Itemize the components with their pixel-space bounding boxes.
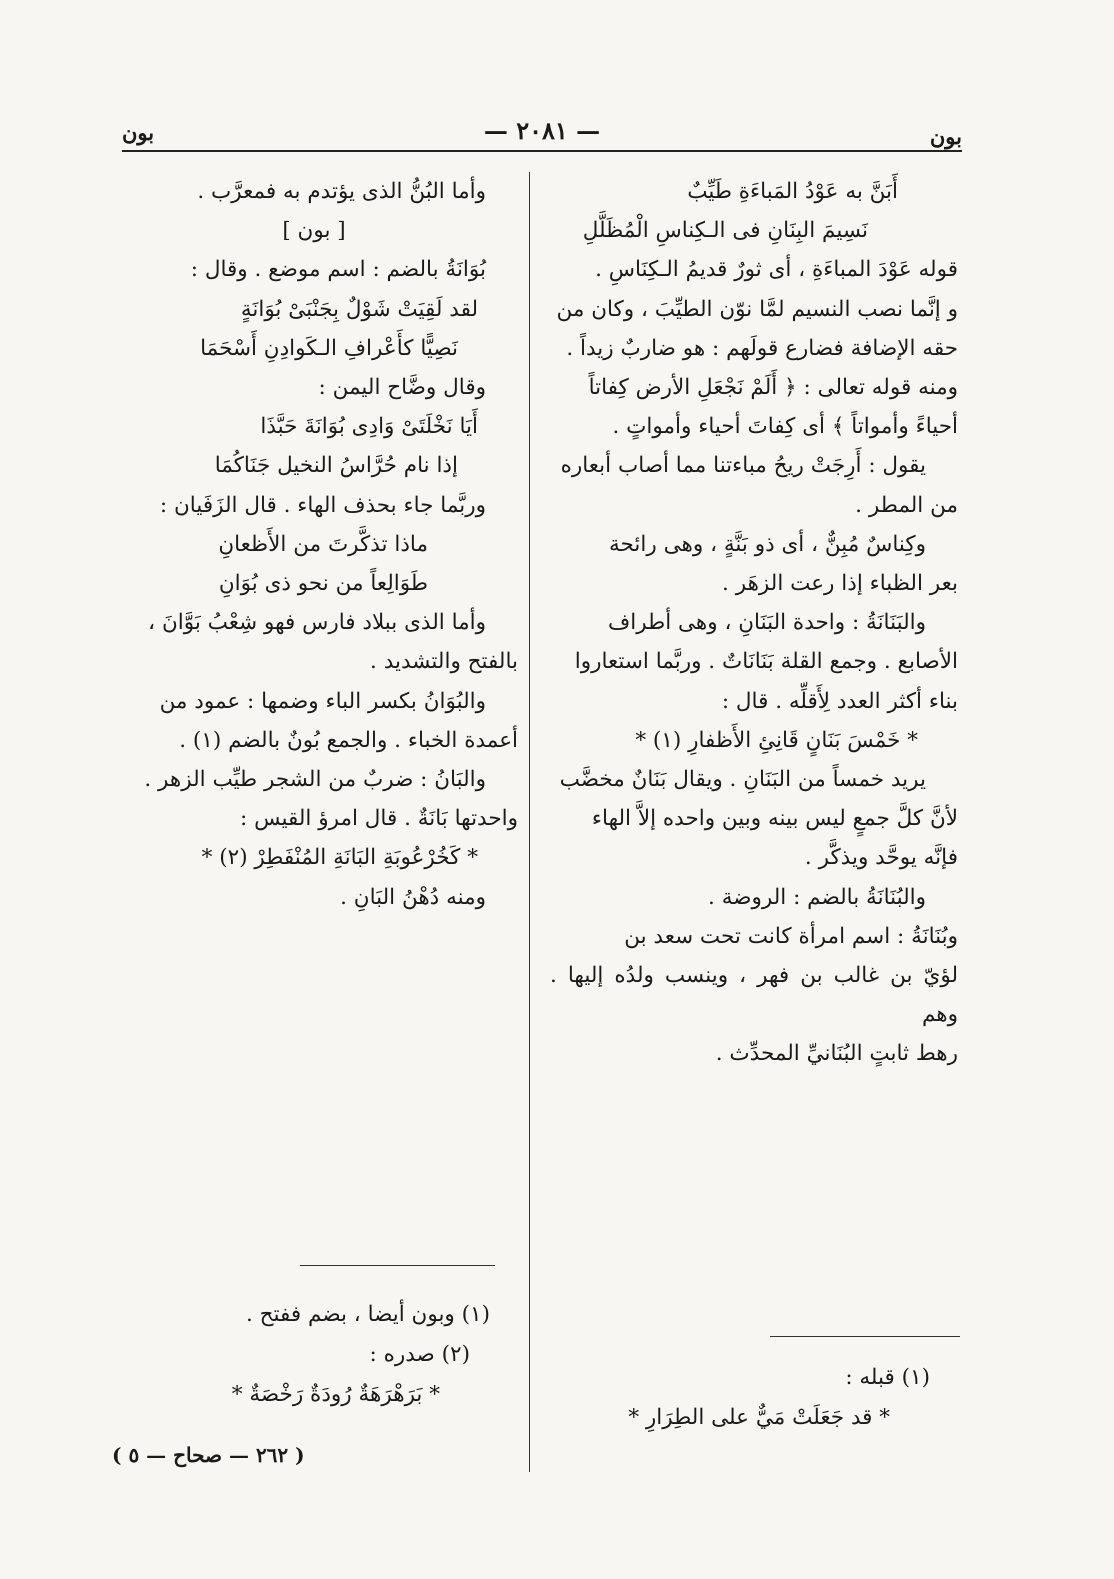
left-column <box>110 172 518 917</box>
text-line: وربَّما جاء بحذف الهاء . قال الزَفَيان : <box>159 492 486 518</box>
text-line: لؤيّ بن غالب بن فهر ، وينسب ولدُه إليها . وهم <box>550 963 958 1028</box>
text-line: ومنه قوله تعالى : ﴿ أَلَمْ نَجْعَلِ الأرض كِفاتاً <box>588 375 958 401</box>
text-line: بعر الظباء إذا رعت الزهَر . <box>722 571 958 597</box>
text-line: لأنَّ كلَّ جمعٍ ليس بينه وبين واحده إلاَّ الهاء <box>591 806 958 832</box>
text-line: قوله عَوْدَ المباءَةِ ، أى ثورٌ قديمُ الـكِنَاسِ . <box>595 257 958 283</box>
text-line: يريد خمساً من البَنَانِ . ويقال بَنَانٌ مخضَّب <box>559 767 926 793</box>
signature-mark: ( ٢٦٢ — صحاح — ٥ ) <box>112 1443 305 1467</box>
footnote-line: * بَرَهْرَهَةٌ رُودَةٌ رَخْصَةٌ * <box>231 1382 440 1407</box>
text-line: لقد لَقِيَتْ شَوْلٌ بِجَنْبَىْ بُوَانَةٍ <box>240 296 478 322</box>
text-line: ماذا تذكَّرتَ من الأَظعانِ <box>218 531 428 557</box>
text-line: الأصابع . وجمع القلة بَنَانَاتٌ . وربَّما استعاروا <box>574 649 958 675</box>
text-line: بناء أكثر العدد لِأَقلِّه . قال : <box>721 688 958 714</box>
header-rule <box>122 150 962 152</box>
text-line: والبَانُ : ضربٌ من الشجر طيِّب الزهر . <box>144 767 486 793</box>
text-line: واحدتها بَانَةٌ . قال امرؤ القيس : <box>240 806 518 832</box>
text-line: فإنَّه يوحَّد ويذكَّر . <box>804 845 958 871</box>
text-line: * كَخُرْعُوبَةِ البَانَةِ المُنْفَطِرْ (٢) * <box>201 845 478 871</box>
text-line: وبُنَانَةُ : اسم امرأة كانت تحت سعد بن <box>624 923 958 949</box>
text-line: والبُوَانُ بكسر الباء وضمها : عمود من <box>159 688 486 714</box>
text-line: إذا نام حُرَّاسُ النخيل جَنَاكُمَا <box>214 453 458 479</box>
text-line: وأما الذى ببلاد فارس فهو شِعْبُ بَوَّانَ ، <box>148 610 486 636</box>
text-line: والبَنَانَةُ : واحدة البَنَانِ ، وهى أطراف <box>607 610 926 636</box>
footnote-line: (١) وبون أيضا ، بضم ففتح . <box>246 1302 490 1327</box>
text-line: أَيَا نَخْلَتَىْ وَادِى بُوَانَةَ حَبَّذَا <box>260 414 478 440</box>
page-header <box>122 112 962 152</box>
text-line: حقه الإضافة فضارع قولَهم : هو ضاربٌ زيداً . <box>566 335 958 361</box>
footnote-rule-right <box>770 1336 960 1337</box>
text-line: * خَمْسَ بَنَانٍ قَانِئِ الأَظفارِ (١) * <box>635 727 918 753</box>
text-line: وكِناسٌ مُبِنٌّ ، أى ذو بَنَّةٍ ، وهى رائحة <box>609 531 926 557</box>
header-entry-word-left: بون <box>122 120 155 145</box>
text-line: نَصِيًّا كأَعْرافِ الـكَوادِنِ أَسْحَمَا <box>200 335 458 361</box>
text-line: والبُنَانَةُ بالضم : الروضة . <box>708 884 926 910</box>
right-column <box>550 172 958 1074</box>
text-line: أعمدة الخباء . والجمع بُونٌ بالضم (١) . <box>179 727 518 753</box>
text-line: من المطر . <box>855 492 958 518</box>
text-line: [ بون ] <box>282 218 346 244</box>
footnote-line: * قد جَعَلَتْ مَيٌّ على الطِرَارِ * <box>628 1405 890 1430</box>
left-footnotes <box>110 1295 490 1415</box>
text-line: وأما البُنُّ الذى يؤتدم به فمعرَّب . <box>197 179 486 204</box>
text-line: طَوَالِعاً من نحو ذى بُوَانِ <box>218 571 428 597</box>
text-line: وقال وضَّاح اليمن : <box>318 375 486 401</box>
footnote-line: (١) قبله : <box>845 1365 930 1390</box>
text-line: ومنه دُهْنُ البَانِ . <box>340 884 486 910</box>
text-line: بُوَانَةُ بالضم : اسم موضع . وقال : <box>190 257 486 283</box>
right-footnotes <box>550 1358 930 1438</box>
text-line: و إنَّما نصب النسيم لمَّا نوّن الطيِّبَ ، وكان من <box>556 296 958 322</box>
column-divider <box>529 172 530 1472</box>
footnote-line: (٢) صدره : <box>369 1342 470 1367</box>
footnote-rule-left <box>300 1265 495 1266</box>
text-line: نَسِيمَ البِنَانِ فى الـكِناسِ الْمُظَلَّلِ <box>582 218 868 244</box>
text-line: يقول : أَرِجَتْ ريحُ مباءتنا مما أصاب أبعاره <box>560 453 926 479</box>
header-entry-word-right: بون <box>929 124 962 149</box>
text-line: أَبَنَّ به عَوْدُ المَباءَةِ طَيِّبٌ <box>687 179 898 204</box>
text-line: بالفتح والتشديد . <box>370 649 518 675</box>
page-number: — ٢٠٨١ — <box>483 116 601 145</box>
text-line: أحياءً وأمواتاً ﴾ أى كِفاتَ أحياء وأمواتٍ . <box>612 414 958 440</box>
text-line: رهط ثابتٍ البُنَانيِّ المحدِّث . <box>715 1041 958 1067</box>
